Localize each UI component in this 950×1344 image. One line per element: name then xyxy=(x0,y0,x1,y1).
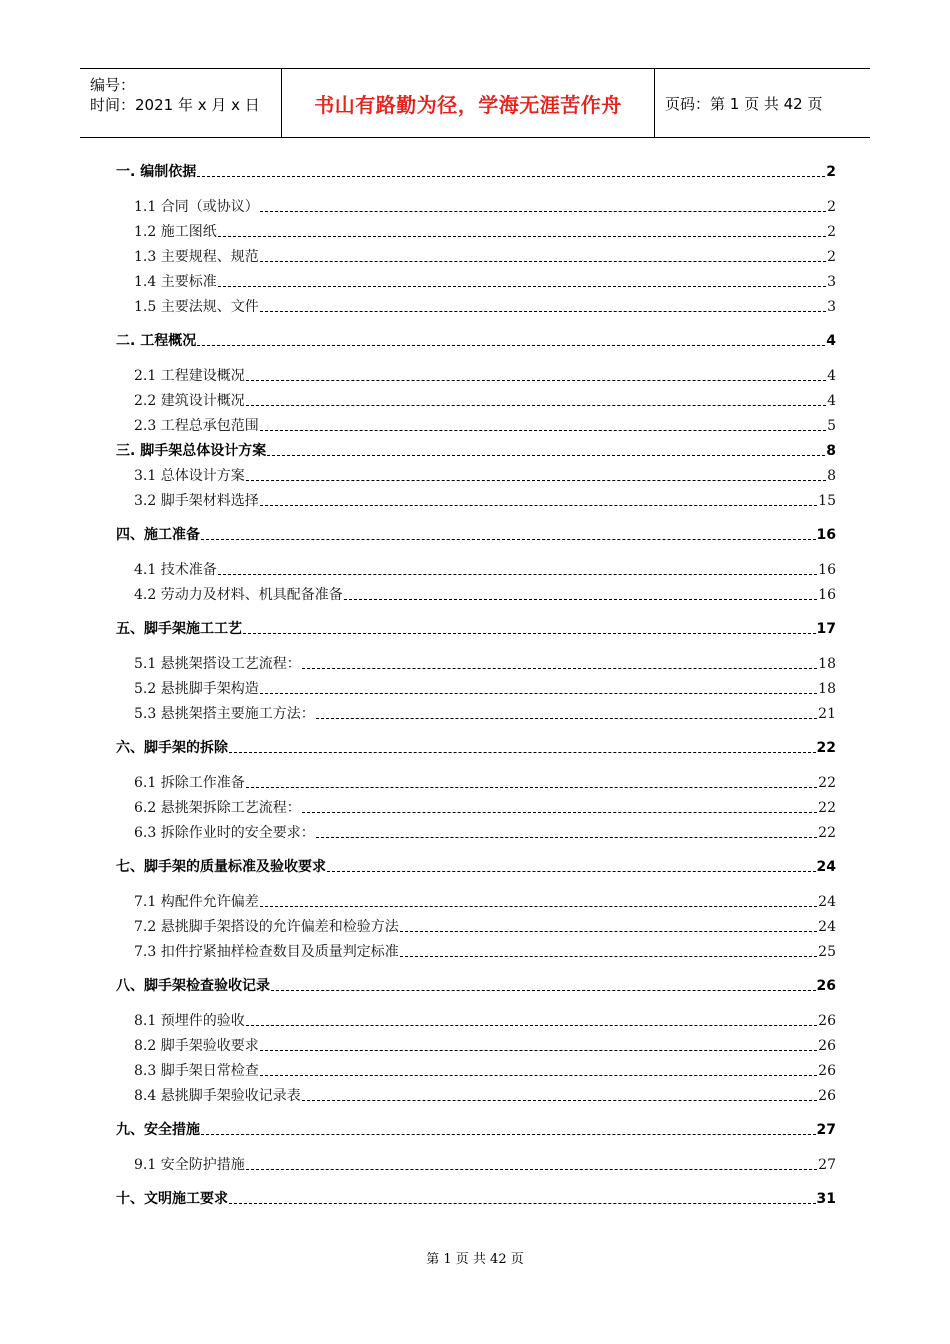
toc-page-number: 2 xyxy=(827,249,836,265)
toc-leader-dots xyxy=(327,870,816,872)
toc-entry-title: 8.2 脚手架验收要求 xyxy=(134,1038,259,1054)
toc-entry-title: 7.2 悬挑脚手架搭设的允许偏差和检验方法 xyxy=(134,919,399,935)
toc-entry-title: 5.2 悬挑脚手架构造 xyxy=(134,681,259,697)
toc-leader-dots xyxy=(260,905,817,907)
toc-page-number: 27 xyxy=(816,1122,836,1138)
toc-page-number: 31 xyxy=(816,1191,836,1207)
toc-entry-title: 1.1 合同（或协议） xyxy=(134,199,259,215)
toc-section-entry[interactable] xyxy=(116,888,836,912)
toc-chapter-entry[interactable] xyxy=(116,437,836,461)
toc-page-number: 24 xyxy=(818,919,836,935)
toc-leader-dots xyxy=(218,573,817,575)
toc-section-entry[interactable] xyxy=(116,243,836,267)
toc-leader-dots xyxy=(246,1024,817,1026)
header-meta xyxy=(80,69,282,137)
header-page-info xyxy=(655,69,870,137)
toc-entry-title: 五、脚手架施工工艺 xyxy=(116,621,242,637)
toc-page-number: 16 xyxy=(818,587,836,603)
toc-page-number: 18 xyxy=(818,656,836,672)
toc-leader-dots xyxy=(260,260,826,262)
toc-section-entry[interactable] xyxy=(116,193,836,217)
toc-page-number: 21 xyxy=(818,706,836,722)
toc-page-number: 16 xyxy=(818,562,836,578)
toc-leader-dots xyxy=(243,632,816,634)
toc-entry-title: 8.3 脚手架日常检查 xyxy=(134,1063,259,1079)
toc-entry-title: 9.1 安全防护措施 xyxy=(134,1157,245,1173)
toc-section-entry[interactable] xyxy=(116,387,836,411)
toc-page-number: 3 xyxy=(827,299,836,315)
document-date-label: 时间：2021 年 x 月 x 日 xyxy=(90,96,260,114)
toc-page-number: 24 xyxy=(816,859,836,875)
toc-page-number: 22 xyxy=(816,740,836,756)
toc-section-entry[interactable] xyxy=(116,556,836,580)
toc-entry-title: 一. 编制依据 xyxy=(116,164,197,180)
toc-leader-dots xyxy=(260,429,826,431)
document-header xyxy=(80,68,870,138)
toc-page-number: 22 xyxy=(818,800,836,816)
toc-entry-title: 7.3 扣件拧紧抽样检查数目及质量判定标准 xyxy=(134,944,399,960)
toc-page-number: 2 xyxy=(827,224,836,240)
toc-chapter-entry[interactable] xyxy=(116,521,836,545)
toc-page-number: 2 xyxy=(826,164,836,180)
toc-entry-title: 1.5 主要法规、文件 xyxy=(134,299,259,315)
toc-section-entry[interactable] xyxy=(116,650,836,674)
toc-chapter-entry[interactable] xyxy=(116,1185,836,1209)
toc-entry-title: 九、安全措施 xyxy=(116,1122,200,1138)
toc-leader-dots xyxy=(218,285,826,287)
toc-leader-dots xyxy=(316,717,817,719)
toc-section-entry[interactable] xyxy=(116,362,836,386)
toc-leader-dots xyxy=(201,1133,816,1135)
toc-page-number: 22 xyxy=(818,775,836,791)
document-number-label: 编号： xyxy=(90,76,136,94)
toc-chapter-entry[interactable] xyxy=(116,158,836,182)
toc-entry-title: 8.1 预埋件的验收 xyxy=(134,1013,245,1029)
toc-chapter-entry[interactable] xyxy=(116,853,836,877)
toc-page-number: 8 xyxy=(826,443,836,459)
toc-leader-dots xyxy=(260,504,817,506)
toc-page-number: 22 xyxy=(818,825,836,841)
toc-leader-dots xyxy=(197,344,825,346)
toc-leader-dots xyxy=(229,1202,816,1204)
toc-entry-title: 1.3 主要规程、规范 xyxy=(134,249,259,265)
toc-section-entry[interactable] xyxy=(116,1151,836,1175)
toc-section-entry[interactable] xyxy=(116,769,836,793)
toc-entry-title: 4.1 技术准备 xyxy=(134,562,217,578)
toc-entry-title: 8.4 悬挑脚手架验收记录表 xyxy=(134,1088,301,1104)
toc-leader-dots xyxy=(267,454,825,456)
toc-section-entry[interactable] xyxy=(116,700,836,724)
toc-entry-title: 1.4 主要标准 xyxy=(134,274,217,290)
toc-section-entry[interactable] xyxy=(116,487,836,511)
toc-leader-dots xyxy=(260,310,826,312)
toc-page-number: 18 xyxy=(818,681,836,697)
toc-entry-title: 二. 工程概况 xyxy=(116,333,197,349)
toc-entry-title: 5.3 悬挑架搭主要施工方法： xyxy=(134,706,315,722)
toc-page-number: 8 xyxy=(827,468,836,484)
toc-section-entry[interactable] xyxy=(116,1007,836,1031)
toc-leader-dots xyxy=(316,836,817,838)
page-footer: 第 1 页 共 42 页 xyxy=(426,1252,524,1267)
toc-section-entry[interactable] xyxy=(116,675,836,699)
toc-chapter-entry[interactable] xyxy=(116,1116,836,1140)
toc-page-number: 26 xyxy=(818,1063,836,1079)
toc-page-number: 25 xyxy=(818,944,836,960)
toc-page-number: 26 xyxy=(818,1013,836,1029)
toc-section-entry[interactable] xyxy=(116,1057,836,1081)
toc-section-entry[interactable] xyxy=(116,794,836,818)
toc-leader-dots xyxy=(201,538,816,540)
toc-page-number: 26 xyxy=(816,978,836,994)
toc-leader-dots xyxy=(246,786,817,788)
toc-entry-title: 3.1 总体设计方案 xyxy=(134,468,245,484)
toc-section-entry[interactable] xyxy=(116,938,836,962)
toc-leader-dots xyxy=(246,379,826,381)
toc-leader-dots xyxy=(197,175,825,177)
toc-entry-title: 7.1 构配件允许偏差 xyxy=(134,894,259,910)
toc-leader-dots xyxy=(260,1049,817,1051)
toc-section-entry[interactable] xyxy=(116,581,836,605)
toc-section-entry[interactable] xyxy=(116,218,836,242)
toc-leader-dots xyxy=(218,235,826,237)
toc-page-number: 27 xyxy=(818,1157,836,1173)
toc-leader-dots xyxy=(271,989,816,991)
header-motto-cell xyxy=(282,69,655,137)
toc-entry-title: 三. 脚手架总体设计方案 xyxy=(116,443,267,459)
toc-leader-dots xyxy=(246,404,826,406)
toc-leader-dots xyxy=(302,667,817,669)
toc-leader-dots xyxy=(229,751,816,753)
toc-leader-dots xyxy=(344,598,817,600)
toc-entry-title: 6.2 悬挑架拆除工艺流程： xyxy=(134,800,301,816)
toc-page-number: 17 xyxy=(816,621,836,637)
toc-entry-title: 六、脚手架的拆除 xyxy=(116,740,228,756)
toc-page-number: 5 xyxy=(827,418,836,434)
toc-entry-title: 2.3 工程总承包范围 xyxy=(134,418,259,434)
toc-leader-dots xyxy=(260,1074,817,1076)
toc-entry-title: 6.3 拆除作业时的安全要求： xyxy=(134,825,315,841)
toc-entry-title: 1.2 施工图纸 xyxy=(134,224,217,240)
toc-page-number: 26 xyxy=(818,1088,836,1104)
toc-leader-dots xyxy=(400,955,817,957)
toc-page-number: 4 xyxy=(827,393,836,409)
toc-entry-title: 2.1 工程建设概况 xyxy=(134,368,245,384)
toc-entry-title: 七、脚手架的质量标准及验收要求 xyxy=(116,859,326,875)
toc-leader-dots xyxy=(246,479,826,481)
toc-section-entry[interactable] xyxy=(116,412,836,436)
toc-leader-dots xyxy=(260,692,817,694)
toc-chapter-entry[interactable] xyxy=(116,734,836,758)
toc-section-entry[interactable] xyxy=(116,1032,836,1056)
toc-section-entry[interactable] xyxy=(116,462,836,486)
toc-chapter-entry[interactable] xyxy=(116,615,836,639)
toc-section-entry[interactable] xyxy=(116,1082,836,1106)
toc-page-number: 2 xyxy=(827,199,836,215)
toc-section-entry[interactable] xyxy=(116,268,836,292)
toc-page-number: 3 xyxy=(827,274,836,290)
toc-leader-dots xyxy=(260,210,826,212)
toc-section-entry[interactable] xyxy=(116,913,836,937)
header-motto: 书山有路勤为径，学海无涯苦作舟 xyxy=(314,92,622,117)
page-counter-label: 页码：第 1 页 共 42 页 xyxy=(665,94,823,113)
toc-chapter-entry[interactable] xyxy=(116,972,836,996)
toc-leader-dots xyxy=(246,1168,817,1170)
toc-entry-title: 八、脚手架检查验收记录 xyxy=(116,978,270,994)
toc-chapter-entry[interactable] xyxy=(116,327,836,351)
toc-leader-dots xyxy=(302,1099,817,1101)
toc-page-number: 4 xyxy=(826,333,836,349)
toc-section-entry[interactable] xyxy=(116,819,836,843)
toc-page-number: 26 xyxy=(818,1038,836,1054)
toc-entry-title: 5.1 悬挑架搭设工艺流程： xyxy=(134,656,301,672)
toc-entry-title: 6.1 拆除工作准备 xyxy=(134,775,245,791)
toc-entry-title: 十、文明施工要求 xyxy=(116,1191,228,1207)
toc-entry-title: 3.2 脚手架材料选择 xyxy=(134,493,259,509)
toc-entry-title: 2.2 建筑设计概况 xyxy=(134,393,245,409)
toc-page-number: 24 xyxy=(818,894,836,910)
toc-page-number: 15 xyxy=(818,493,836,509)
toc-section-entry[interactable] xyxy=(116,293,836,317)
toc-entry-title: 4.2 劳动力及材料、机具配备准备 xyxy=(134,587,343,603)
toc-page-number: 4 xyxy=(827,368,836,384)
toc-leader-dots xyxy=(302,811,817,813)
toc-page-number: 16 xyxy=(816,527,836,543)
toc-entry-title: 四、施工准备 xyxy=(116,527,200,543)
toc-leader-dots xyxy=(400,930,817,932)
